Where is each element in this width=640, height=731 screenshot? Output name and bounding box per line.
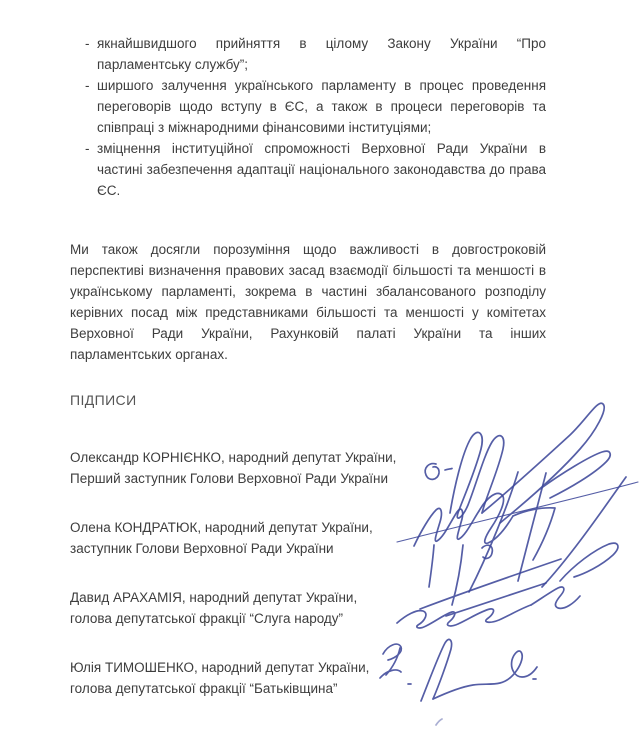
- bullet-text: зміцнення інституційної спроможності Верховної Ради України в частині забезпечення адаптації національного законодавства до права ЄС.: [97, 141, 546, 198]
- ink-stroke: [445, 469, 452, 471]
- bullet-text: якнайшвидшого прийняття в цілому Закону України “Про парламентську службу”;: [97, 36, 546, 72]
- signatory-name: Юлія ТИМОШЕНКО, народний депутат України,: [70, 660, 370, 675]
- ink-stroke: [531, 587, 580, 608]
- ink-stroke: [560, 543, 618, 581]
- signature-ink-arakhamiia: [397, 545, 580, 628]
- signatory-title: заступник Голови Верховної Ради України: [70, 541, 334, 556]
- agreement-paragraph: Ми також досягли порозуміння щодо важливості в довгостроковій перспективі визначення правових засад взаємодії більшості та меншості в українському парламенті, зокрема в частині збалансованого розподілу керівних посад між представниками більшості та меншості у комітетах Верховної Ради України, Рахунковій палаті України та інших парламентських органах.: [70, 242, 546, 362]
- bullet-dash: -: [85, 36, 90, 51]
- ink-stroke: [429, 545, 434, 587]
- ink-stroke: [469, 472, 518, 592]
- signature-ink-tymoshenko: [380, 639, 537, 725]
- signatures-heading: ПІДПИСИ: [70, 392, 137, 408]
- ink-stroke: [450, 432, 504, 518]
- signatory-title: голова депутатської фракції “Слуга народу”: [70, 611, 344, 626]
- ink-stroke: [482, 403, 604, 523]
- signatory-title: голова депутатської фракції “Батьківщина”: [70, 681, 338, 696]
- ink-stroke: [380, 670, 401, 678]
- ink-stroke: [397, 605, 531, 628]
- ink-stroke: [414, 508, 479, 546]
- signatory-name: Олександр КОРНІЄНКО, народний депутат України,: [70, 450, 397, 465]
- ink-stroke: [542, 477, 626, 587]
- ink-stroke: [425, 464, 439, 480]
- ink-stroke: [421, 639, 452, 701]
- handwritten-signatures-overlay: [370, 393, 640, 731]
- list-item: [70, 75, 546, 138]
- bullet-dash: -: [85, 141, 90, 156]
- ink-stroke: [436, 719, 442, 725]
- ink-stroke: [540, 451, 610, 498]
- ink-stroke: [446, 583, 546, 616]
- bullet-text: ширшого залучення українського парламенту в процес проведення переговорів щодо вступу в ЄС, а також в процеси переговорів та співпраці з міжнародними фінансовими інституціями;: [97, 78, 546, 135]
- list-item: [70, 33, 546, 75]
- signatory-name: Давид АРАХАМІЯ, народний депутат України,: [70, 590, 358, 605]
- ink-stroke: [513, 508, 555, 560]
- signatory-title: Перший заступник Голови Верховної Ради України: [70, 471, 388, 486]
- signatory-name: Олена КОНДРАТЮК, народний депутат України,: [70, 520, 373, 535]
- bullet-list: [70, 33, 546, 201]
- bullet-dash: -: [85, 78, 90, 93]
- list-item: [70, 138, 546, 201]
